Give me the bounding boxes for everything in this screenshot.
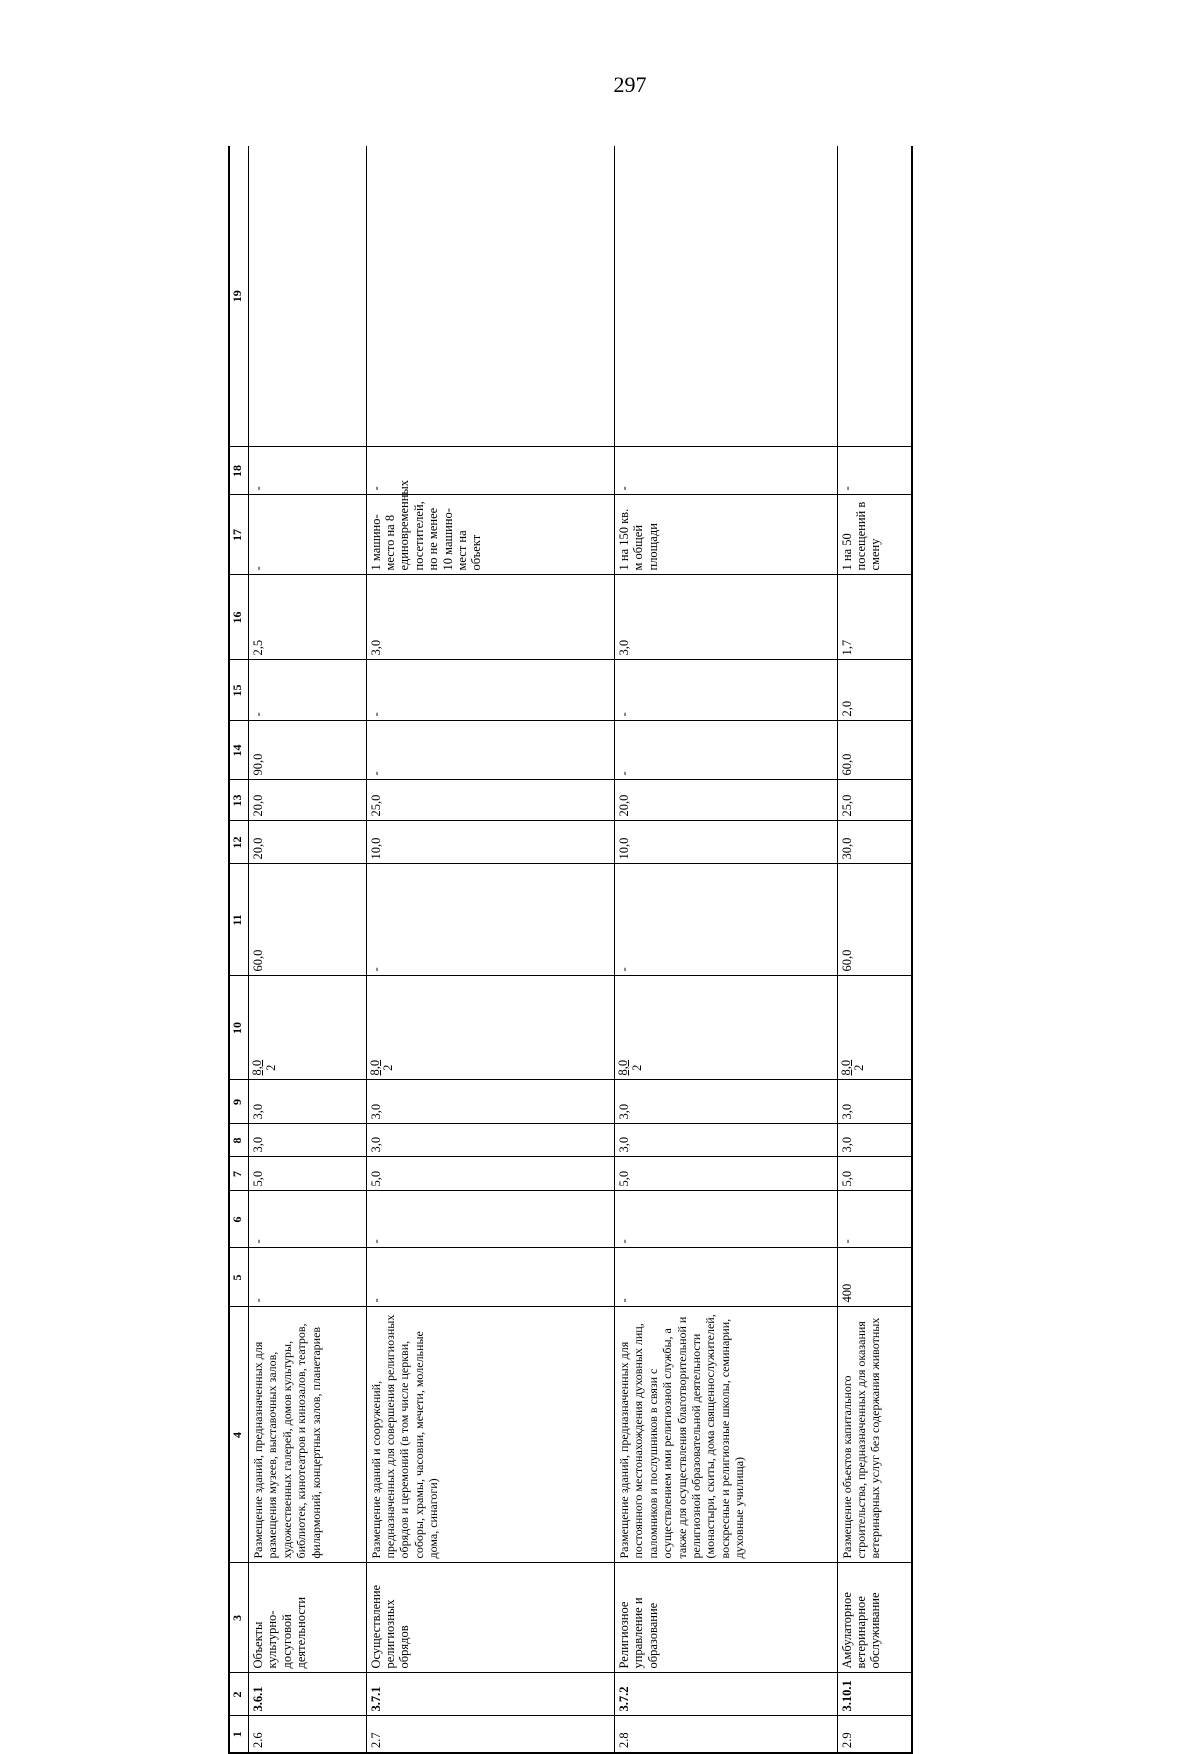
col-header-12: 12: [229, 821, 249, 864]
cell-col18: -: [366, 447, 614, 495]
cell-col11: 60,0: [249, 864, 367, 976]
header-row: [229, 146, 249, 1753]
cell-col6: -: [837, 1191, 912, 1248]
cell-col11: -: [366, 864, 614, 976]
cell-description: Размещение зданий, предназначенных для размещения музеев, выставочных залов, художественных галерей, домов культуры, библиотек, кинотеатров и кинозалов, театров, филармоний, концертных залов, планетариев: [249, 1307, 367, 1563]
cell-code: 3.6.1: [249, 1673, 367, 1716]
cell-col13: 25,0: [837, 780, 912, 821]
cell-col8: 3,0: [614, 1124, 837, 1157]
fraction-bottom: 2: [381, 1064, 396, 1071]
cell-col18: -: [249, 447, 367, 495]
cell-col16: 2,5: [249, 575, 367, 660]
cell-col18: -: [837, 447, 912, 495]
cell-col5: -: [249, 1248, 367, 1307]
cell-col15: -: [366, 660, 614, 721]
rotated-table-area: [228, 146, 913, 1754]
cell-use-type: Объекты культурно-досуговой деятельности: [249, 1563, 367, 1673]
col-header-4: 4: [229, 1307, 249, 1563]
cell-description: Размещение зданий, предназначенных для постоянного местонахождения духовных лиц, паломников и послушников в связи с осуществлением ими религиозной службы, а также для осуществления благотворительной и религиозной образовательной деятельности (монастыри, скиты, дома священнослужителей, воскресные и религиозные школы, семинарии, духовные училища): [614, 1307, 837, 1563]
cell-col7: 5,0: [366, 1157, 614, 1191]
cell-col16: 3,0: [366, 575, 614, 660]
cell-col5: 400: [837, 1248, 912, 1307]
cell-row-number: 2.7: [366, 1716, 614, 1753]
col-header-18: 18: [229, 447, 249, 495]
cell-col17: 1 машино-место на 8 единовременных посетителей, но не менее 10 машино-мест на объект: [366, 495, 614, 575]
table-wrapper: [228, 146, 913, 1754]
cell-col11: -: [614, 864, 837, 976]
cell-code: 3.10.1: [837, 1673, 912, 1716]
cell-use-type: Религиозное управление и образование: [614, 1563, 837, 1673]
col-header-11: 11: [229, 864, 249, 976]
col-header-16: 16: [229, 575, 249, 660]
cell-col15: 2,0: [837, 660, 912, 721]
cell-col18: -: [614, 447, 837, 495]
cell-col7: 5,0: [837, 1157, 912, 1191]
cell-col9: 3,0: [614, 1080, 837, 1124]
fraction-top: 8,0: [615, 1059, 630, 1076]
fraction-top: 8,0: [367, 1059, 382, 1076]
cell-col19: [249, 146, 367, 447]
col-header-15: 15: [229, 660, 249, 721]
table-row: [366, 146, 614, 1753]
cell-col9: 3,0: [249, 1080, 367, 1124]
cell-col10: [614, 976, 837, 1080]
cell-col14: 60,0: [837, 721, 912, 780]
fraction: [840, 1060, 868, 1076]
cell-col10: [249, 976, 367, 1080]
cell-col19: [366, 146, 614, 447]
cell-col17: -: [249, 495, 367, 575]
cell-use-type: Амбулаторное ветеринарное обслуживание: [837, 1563, 912, 1673]
col-header-2: 2: [229, 1673, 249, 1716]
cell-code: 3.7.1: [366, 1673, 614, 1716]
table-row: [837, 146, 912, 1753]
fraction-bottom: 2: [263, 1064, 278, 1071]
cell-code: 3.7.2: [614, 1673, 837, 1716]
cell-row-number: 2.6: [249, 1716, 367, 1753]
cell-col17: 1 на 50 посещений в смену: [837, 495, 912, 575]
regulations-table: [228, 146, 913, 1754]
cell-col14: 90,0: [249, 721, 367, 780]
col-header-7: 7: [229, 1157, 249, 1191]
cell-col6: -: [614, 1191, 837, 1248]
cell-col9: 3,0: [837, 1080, 912, 1124]
cell-col12: 10,0: [366, 821, 614, 864]
cell-col19: [614, 146, 837, 447]
col-header-19: 19: [229, 146, 249, 447]
table-row: [249, 146, 367, 1753]
cell-col8: 3,0: [837, 1124, 912, 1157]
col-header-14: 14: [229, 721, 249, 780]
cell-use-type: Осуществление религиозных обрядов: [366, 1563, 614, 1673]
cell-description: Размещение объектов капитального строительства, предназначенных для оказания ветеринарных услуг без содержания животных: [837, 1307, 912, 1563]
cell-col6: -: [249, 1191, 367, 1248]
cell-col7: 5,0: [249, 1157, 367, 1191]
table-row: [614, 146, 837, 1753]
cell-col5: -: [366, 1248, 614, 1307]
col-header-8: 8: [229, 1124, 249, 1157]
cell-col7: 5,0: [614, 1157, 837, 1191]
cell-col17: 1 на 150 кв. м общей площади: [614, 495, 837, 575]
fraction-bottom: 2: [629, 1064, 644, 1071]
cell-col8: 3,0: [249, 1124, 367, 1157]
cell-col10: [837, 976, 912, 1080]
cell-col14: -: [366, 721, 614, 780]
col-header-6: 6: [229, 1191, 249, 1248]
cell-col8: 3,0: [366, 1124, 614, 1157]
cell-col15: -: [249, 660, 367, 721]
cell-description: Размещение зданий и сооружений, предназначенных для совершения религиозных обрядов и церемоний (в том числе церкви, соборы, храмы, часовни, мечети, молельные дома, синагоги): [366, 1307, 614, 1563]
fraction: [369, 1060, 397, 1076]
page-number: 297: [613, 72, 647, 97]
cell-col13: 20,0: [249, 780, 367, 821]
cell-col12: 30,0: [837, 821, 912, 864]
col-header-9: 9: [229, 1080, 249, 1124]
fraction: [251, 1060, 279, 1076]
cell-row-number: 2.8: [614, 1716, 837, 1753]
cell-col16: 1,7: [837, 575, 912, 660]
cell-col16: 3,0: [614, 575, 837, 660]
cell-col15: -: [614, 660, 837, 721]
cell-col12: 20,0: [249, 821, 367, 864]
cell-col10: [366, 976, 614, 1080]
cell-col13: 25,0: [366, 780, 614, 821]
cell-col14: -: [614, 721, 837, 780]
cell-col11: 60,0: [837, 864, 912, 976]
cell-col12: 10,0: [614, 821, 837, 864]
cell-col5: -: [614, 1248, 837, 1307]
fraction-top: 8,0: [838, 1059, 853, 1076]
fraction: [617, 1060, 645, 1076]
col-header-3: 3: [229, 1563, 249, 1673]
fraction-top: 8,0: [250, 1059, 264, 1076]
fraction-bottom: 2: [852, 1064, 867, 1071]
cell-col6: -: [366, 1191, 614, 1248]
cell-col13: 20,0: [614, 780, 837, 821]
cell-col9: 3,0: [366, 1080, 614, 1124]
col-header-10: 10: [229, 976, 249, 1080]
col-header-17: 17: [229, 495, 249, 575]
cell-row-number: 2.9: [837, 1716, 912, 1753]
col-header-5: 5: [229, 1248, 249, 1307]
col-header-1: 1: [229, 1716, 249, 1753]
col-header-13: 13: [229, 780, 249, 821]
cell-col19: [837, 146, 912, 447]
